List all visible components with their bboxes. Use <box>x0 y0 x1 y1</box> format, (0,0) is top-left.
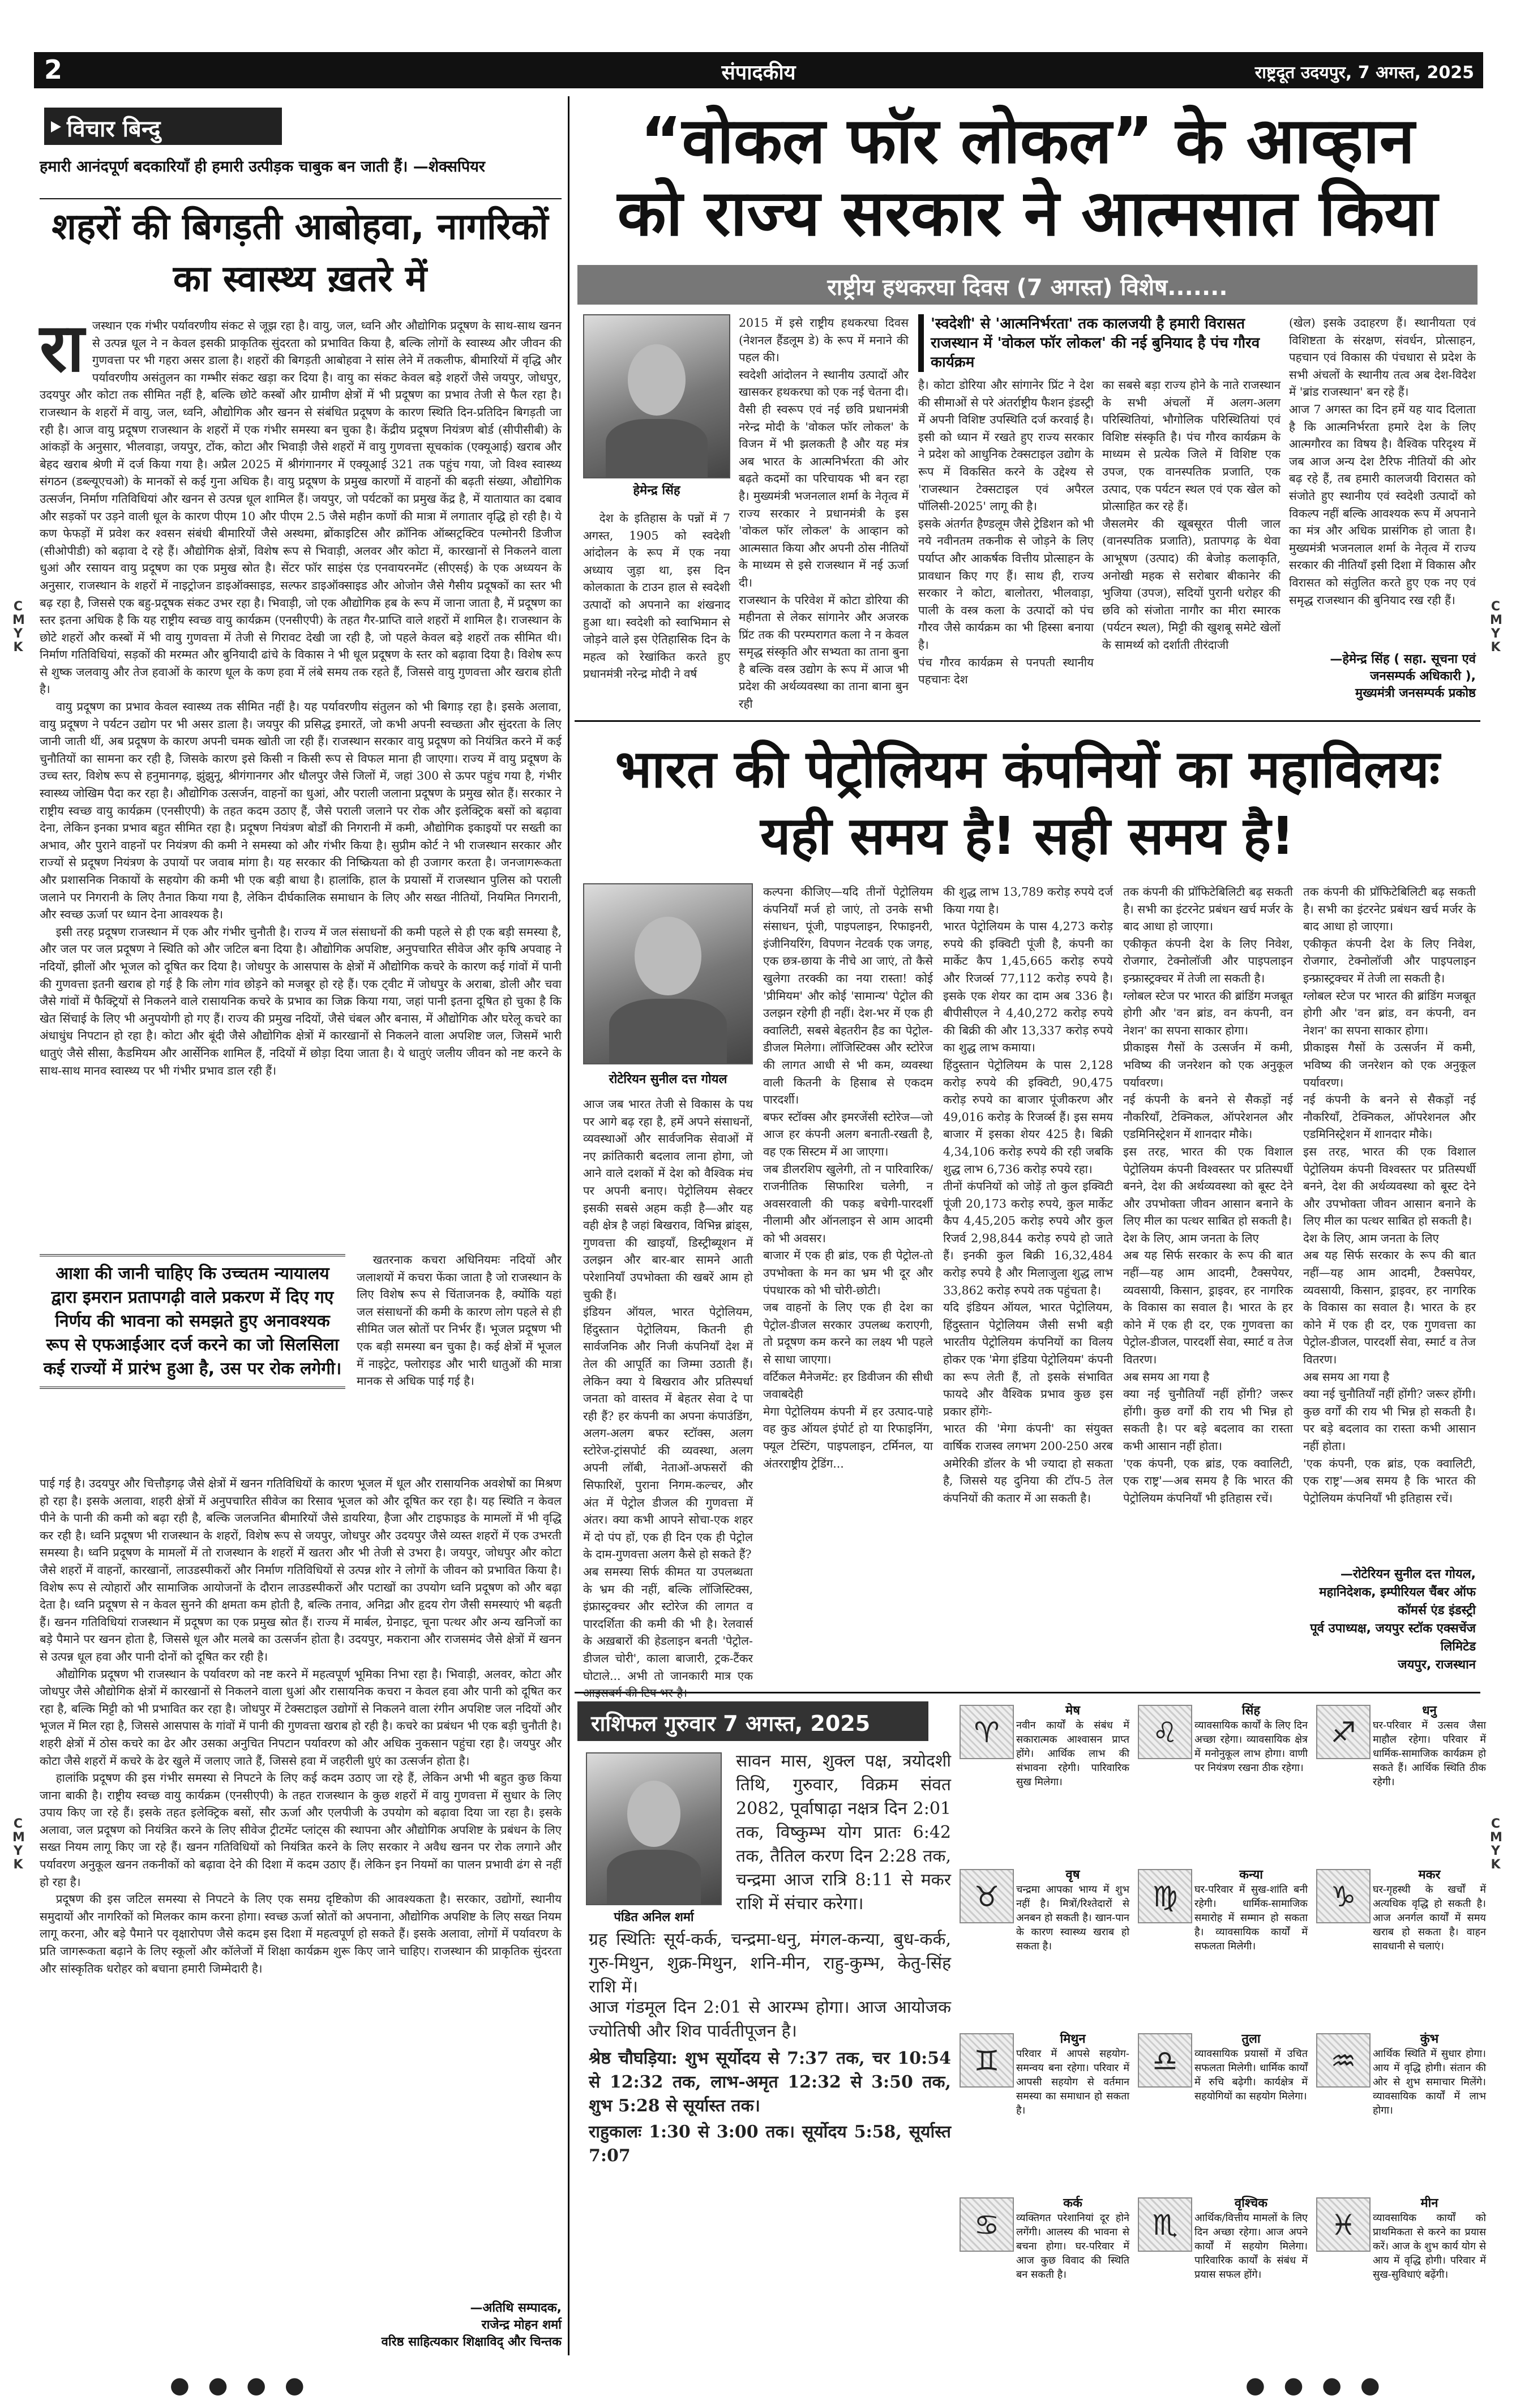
registration-mark: C M Y K <box>12 600 25 655</box>
zodiac-icon: ♒ <box>1316 2033 1371 2088</box>
top-subheading: राष्ट्रीय हथकरघा दिवस (7 अगस्त) विशेष....... <box>577 265 1478 305</box>
choghadiya: श्रेष्ठ चौघड़िया: शुभ सूर्योदय से 7:37 तक, चर 10:54 से 12:32 तक, लाभ-अमृत 12:32 से 3:50 तक, शुभ 5:28 से सूर्यास्त तक। <box>589 2048 951 2116</box>
photo-caption: पंडित अनिल शर्मा <box>614 1910 694 1924</box>
photo-caption: रोटेरियन सुनील दत्त गोयल <box>609 1072 727 1087</box>
quote-rule <box>40 198 562 199</box>
zodiac-name: वृष <box>1065 1868 1080 1882</box>
astrologer-photo <box>586 1752 722 1905</box>
zodiac-sign-11 <box>1316 2030 1486 2188</box>
article-column: (खेल) इसके उदाहरण हैं। स्थानीयता एवं विशिष्टता के संरक्षण, संवर्धन, प्रोत्साहन, पहचान एवं विकास की पंचधारा से प्रदेश के सभी अंचलों के स्थानीय तत्व अब देश-विदेश में 'ब्रांड राजस्थान' बन रहे हैं। आज 7 अगस्त का दिन हमें यह याद दिलाता है कि आत्मनिर्भरता हमारे देश के लिए आत्मगौरव का विषय है। वैश्विक परिदृश्य में जब आज अन्य देश टैरिफ नीतियों की ओर बढ़ रहे हैं, तब हमारी कालजयी विरासत को संजोते हुए स्थानीय एवं स्वदेशी उत्पादों को विकल्प नहीं बल्कि आवश्यक रूप में अपनाने का मंत्र और अधिक प्रासंगिक हो जाता है। मुख्यमंत्री भजनलाल शर्मा के नेतृत्व में राज्य सरकार की नीतियाँ इसी दिशा में विकास और विरासत को संतुलित करते हुए एक नए एवं समृद्ध राजस्थान की बुनियाद रख रही हैं। <box>1289 316 1476 607</box>
zodiac-icon: ♋ <box>960 2197 1014 2252</box>
author-photo <box>583 314 730 478</box>
page-header <box>34 52 1483 88</box>
publication-date: राष्ट्रदूत उदयपुर, 7 अगस्त, 2025 <box>1254 63 1474 83</box>
zodiac-icon: ♐ <box>1316 1705 1371 1759</box>
zodiac-sign-12 <box>1316 2194 1486 2353</box>
registration-mark: C M Y K <box>1490 600 1502 655</box>
author-signature: —रोटेरियन सुनील दत्त गोयल, महानिदेशक, इम्पीरियल चैंबर ऑफ कॉमर्स एंड इंडस्ट्री पूर्व उपाध्यक्ष, जयपुर स्टॉक एक्सचेंज लिमिटेड जयपुर, राजस्थान <box>1310 1567 1476 1672</box>
zodiac-sign-2 <box>960 1866 1129 2024</box>
zodiac-icon: ♊ <box>960 2033 1014 2088</box>
article-column: तक कंपनी की प्रॉफिटेबिलिटी बढ़ सकती है। सभी का इंटरनेट प्रबंधन खर्च मर्जर के बाद आधा हो जाएगा। एकीकृत कंपनी देश के लिए निवेश, रोजगार, टेक्नोलॉजी और पाइपलाइन इन्फ्रास्ट्रक्चर में तेजी ला सकती है। ग्लोबल स्टेज पर भारत की ब्रांडिंग मजबूत होगी और 'वन ब्रांड, वन कंपनी, वन नेशन' का सपना साकार होगा। प्रीकाइस गैसों के उत्सर्जन में कमी, भविष्य की जनरेशन को एक अनुकूल पर्यावरण। नई कंपनी के बनने से सैकड़ों नई नौकरियाँ, टेक्निकल, ऑपरेशनल और एडमिनिस्ट्रेशन में शानदार मौके। इस तरह, भारत की एक विशाल पेट्रोलियम कंपनी विश्वस्तर पर प्रतिस्पर्धी बनने, देश की अर्थव्यवस्था को बूस्ट देने और उपभोक्ता जीवन आसान बनाने के लिए मील का पत्थर साबित हो सकती है। देश के लिए, आम जनता के लिए अब यह सिर्फ सरकार के रूप की बात नहीं—यह आम आदमी, टैक्सपेयर, व्यवसायी, किसान, ड्राइवर, हर नागरिक के विकास का सवाल है। भारत के हर कोने में एक ही दर, एक गुणवत्ता का पेट्रोल-डीजल, पारदर्शी सेवा, स्मार्ट व तेज वितरण। अब समय आ गया है क्या नई चुनौतियाँ नहीं होंगी? जरूर होंगी। कुछ वर्गों की राय भी भिन्न हो सकती है। पर बड़े बदलाव का रास्ता कभी आसान नहीं होता। 'एक कंपनी, एक ब्रांड, एक क्वालिटी, एक राष्ट्र'—अब समय है कि भारत की पेट्रोलियम कंपनियाँ भी इतिहास रचें। <box>1303 885 1476 1505</box>
article-subhead: 'स्वदेशी' से 'आत्मनिर्भरता' तक कालजयी है हमारी विरासत राजस्थान में 'वोकल फॉर लोकल' की नई बुनियाद है पंच गौरव कार्यक्रम <box>918 314 1281 372</box>
planet-positions: ग्रह स्थितिः सूर्य-कर्क, चन्द्रमा-धनु, मंगल-कन्या, बुध-कर्क, गुरु-मिथुन, शुक्र-मिथुन, शनि-मीन, राहु-कुम्भ, केतु-सिंह राशि में। <box>589 1930 951 1997</box>
editorial-body <box>40 308 562 1246</box>
article-column: तक कंपनी की प्रॉफिटेबिलिटी बढ़ सकती है। सभी का इंटरनेट प्रबंधन खर्च मर्जर के बाद आधा हो जाएगा। एकीकृत कंपनी देश के लिए निवेश, रोजगार, टेक्नोलॉजी और पाइपलाइन इन्फ्रास्ट्रक्चर में तेजी ला सकती है। ग्लोबल स्टेज पर भारत की ब्रांडिंग मजबूत होगी और 'वन ब्रांड, वन कंपनी, वन नेशन' का सपना साकार होगा। प्रीकाइस गैसों के उत्सर्जन में कमी, भविष्य की जनरेशन को एक अनुकूल पर्यावरण। नई कंपनी के बनने से सैकड़ों नई नौकरियाँ, टेक्निकल, ऑपरेशनल और एडमिनिस्ट्रेशन में शानदार मौके। इस तरह, भारत की एक विशाल पेट्रोलियम कंपनी विश्वस्तर पर प्रतिस्पर्धी बनने, देश की अर्थव्यवस्था को बूस्ट देने और उपभोक्ता जीवन आसान बनाने के लिए मील का पत्थर साबित हो सकती है। देश के लिए, आम जनता के लिए अब यह सिर्फ सरकार के रूप की बात नहीं—यह आम आदमी, टैक्सपेयर, व्यवसायी, किसान, ड्राइवर, हर नागरिक के विकास का सवाल है। भारत के हर कोने में एक ही दर, एक गुणवत्ता का पेट्रोल-डीजल, पारदर्शी सेवा, स्मार्ट व तेज वितरण। अब समय आ गया है क्या नई चुनौतियाँ नहीं होंगी? जरूर होंगी। कुछ वर्गों की राय भी भिन्न हो सकती है। पर बड़े बदलाव का रास्ता कभी आसान नहीं होता। 'एक कंपनी, एक ब्रांड, एक क्वालिटी, एक राष्ट्र'—अब समय है कि भारत की पेट्रोलियम कंपनियाँ भी इतिहास रचें। <box>1123 885 1293 1505</box>
zodiac-icon: ♌ <box>1138 1705 1192 1759</box>
zodiac-text: आर्थिक/वित्तीय मामलों के लिए दिन अच्छा रहेगा। आज अपने कार्यों में सहयोग मिलेगा। पारिवारिक कार्यों के संबंध में प्रयास सफल होंगे। <box>1194 2212 1308 2281</box>
zodiac-name: कुंभ <box>1420 2032 1439 2046</box>
paragraph: हालांकि प्रदूषण की इस गंभीर समस्या से निपटने के लिए कई कदम उठाए जा रहे हैं, लेकिन अभी भी बहुत कुछ किया जाना बाकी है। राष्ट्रीय स्वच्छ वायु कार्यक्रम (एनसीएपी) के तहत राजस्थान के कुछ शहरों में वायु गुणवत्ता में सुधार के लिए उपाय किए जा रहे हैं। इसके तहत इलेक्ट्रिक बसों, सौर ऊर्जा और एलपीजी के उपयोग को बढ़ावा दिया जा रहा है। इसके अलावा, जल प्रदूषण को नियंत्रित करने के लिए सीवेज ट्रीटमेंट प्लांट्स की स्थापना और औद्योगिक अपशिष्ट के प्रबंधन के लिए सख्त नियम लागू किए जा रहे हैं। खनन गतिविधियों को नियंत्रित करने के लिए सरकार ने अवैध खनन पर रोक लगाने और पर्यावरण अनुकूल खनन तकनीकों को बढ़ावा देने की दिशा में कदम उठाए हैं। लेकिन इन नियमों का पालन प्रभावी ढंग से नहीं हो रहा है। <box>40 1771 562 1889</box>
zodiac-icon: ♈ <box>960 1705 1014 1759</box>
zodiac-sign-8 <box>1138 2194 1308 2353</box>
author-signature: —अतिथि सम्पादक, राजेन्द्र मोहन शर्मा वरिष्ठ साहित्यकार शिक्षाविद् और चिन्तक <box>381 2301 562 2349</box>
zodiac-text: व्यावसायिक कार्यों को प्राथमिकता से करने का प्रयास करें। आज के शुभ कार्य योग से आय में वृद्धि होगी। परिवार में सुख-सुविधाएं बढ़ेंगी। <box>1373 2212 1486 2281</box>
zodiac-sign-4 <box>960 2194 1129 2353</box>
article-column: का सबसे बड़ा राज्य होने के नाते राजस्थान के सभी अंचलों में अलग-अलग परिस्थितियां, भौगोलिक परिस्थितियां एवं विशिष्ट संस्कृति है। पंच गौरव कार्यक्रम के माध्यम से प्रत्येक जिले में विशिष्ट एक उपज, एक वानस्पतिक प्रजाति, एक उत्पाद, एक पर्यटन स्थल एवं एक खेल को प्रोत्साहित कर रहे हैं। जैसलमेर की खूबसूरत पीली जाल (वानस्पतिक प्रजाति), प्रतापगढ़ के थेवा आभूषण (उत्पाद) की बेजोड़ कलाकृति, अनोखी महक से सरोबार बीकानेर की भुजिया (उपज), सदियों पुरानी धरोहर की छवि को संजोता नागौर का मीरा स्मारक (पर्यटन स्थल), मिट्टी की खुशबू समेटे खेलों के सामर्थ्य को दर्शाती तीरंदाजी <box>1102 378 1281 652</box>
zodiac-text: घर-परिवार में सुख-शांति बनी रहेगी। धार्मिक-सामाजिक समारोह में सम्मान हो सकता है। व्यावसायिक कार्यों में सफलता मिलेगी। <box>1194 1884 1308 1952</box>
zodiac-sign-10 <box>1316 1866 1486 2024</box>
section-title: संपादकीय <box>721 61 796 84</box>
zodiac-icon: ♑ <box>1316 1869 1371 1923</box>
section-divider <box>575 720 1480 722</box>
rahukal: राहुकालः 1:30 से 3:00 तक। सूर्योदय 5:58, सूर्यास्त 7:07 <box>589 2122 951 2166</box>
article-column: है। कोटा डोरिया और सांगानेर प्रिंट ने देश की सीमाओं से परे अंतर्राष्ट्रीय फैशन इंडस्ट्री में अपनी विशिष्ट उपस्थिति दर्ज करवाई है। इसी को ध्यान में रखते हुए राज्य सरकार ने प्रदेश को आधुनिक टेक्सटाइल उद्योग के रूप में विकसित करने के उद्देश्य से 'राजस्थान टेक्सटाइल एवं अपैरल पॉलिसी-2025' लागू की है। इसके अंतर्गत हैण्डलूम जैसे ट्रेडिशन को भी नये नवीनतम तकनीक से जोड़ने के लिए पर्याप्त और आकर्षक वित्तीय प्रोत्साहन के प्रावधान किए गए हैं। साथ ही, राज्य सरकार ने कोटा, बालोतरा, भीलवाड़ा, पाली के वस्त्र कला के उत्पादों को पंच गौरव जैसे कार्यक्रम का भी हिस्सा बनाया है। पंच गौरव कार्यक्रम से पनपती स्थानीय पहचानः देश <box>918 378 1094 687</box>
zodiac-icon: ♓ <box>1316 2197 1371 2252</box>
paragraph: पाई गई है। उदयपुर और चित्तौड़गढ़ जैसे क्षेत्रों में खनन गतिविधियों के कारण भूजल में धूल और रासायनिक अवशेषों का मिश्रण हो रहा है। इसके अलावा, शहरी क्षेत्रों में अनुपचारित सीवेज का रिसाव भूजल को और दूषित कर रहा है। यह स्थिति न केवल पीने के पानी की कमी को बढ़ा रही है, बल्कि जलजनित बीमारियों जैसे डायरिया, हैजा और टाइफाइड के मामलों में भी वृद्धि कर रही है। ध्वनि प्रदूषण भी राजस्थान के शहरों, विशेष रूप से जयपुर, जोधपुर और उदयपुर जैसे व्यस्त शहरों में एक उभरती समस्या है। ध्वनि प्रदूषण के मामलों में तो राजस्थान के शहरों में खतरा और भी तेजी से उभरा है। जयपुर, जोधपुर और कोटा जैसे शहरों में वाहनों, कारखानों, लाउडस्पीकरों और निर्माण गतिविधियों से उत्पन्न शोर ने लोगों के जीवन को प्रभावित किया है। विशेष रूप से त्योहारों और सामाजिक आयोजनों के दौरान लाउडस्पीकरों और पटाखों का उपयोग ध्वनि प्रदूषण को और बढ़ा देता है। ध्वनि प्रदूषण से न केवल सुनने की क्षमता कम होती है, बल्कि तनाव, अनिद्रा और हृदय रोग जैसी समस्याएं भी बढ़ती हैं। खनन गतिविधियां राजस्थान में प्रदूषण का एक प्रमुख स्रोत हैं। राज्य में मार्बल, ग्रेनाइट, चूना पत्थर और अन्य खनिजों का बड़े पैमाने पर खनन होता है, जिससे धूल और मलबे का उत्सर्जन होता है। उदयपुर, मकराना और राजसमंद जैसे क्षेत्रों में खनन से उत्पन्न धूल हवा और पानी दोनों को दूषित कर रही है। <box>40 1477 562 1663</box>
registration-mark: C M Y K <box>12 1817 25 1872</box>
page-number: 2 <box>44 54 63 85</box>
zodiac-text: नवीन कार्यों के संबंध में सकारात्मक आश्वासन प्राप्त होंगे। आर्थिक लाभ की संभावना रहेगी। पारिवारिक सुख मिलेगा। <box>1016 1720 1129 1788</box>
zodiac-text: आर्थिक स्थिति में सुधार होगा। आय में वृद्धि होगी। संतान की ओर से शुभ समाचार मिलेंगे। व्यावसायिक कार्यों में लाभ होगा। <box>1373 2048 1486 2116</box>
column-divider <box>568 96 569 2355</box>
zodiac-sign-1 <box>960 1701 1129 1860</box>
zodiac-name: सिंह <box>1241 1704 1261 1718</box>
quote: हमारी आनंदपूर्ण बदकारियाँ ही हमारी उत्पीड़क चाबुक बन जाती हैं। —शेक्सपियर <box>40 158 485 176</box>
paragraph: औद्योगिक प्रदूषण भी राजस्थान के पर्यावरण को नष्ट करने में महत्वपूर्ण भूमिका निभा रहा है। भिवाड़ी, अलवर, कोटा और जोधपुर जैसे औद्योगिक क्षेत्रों में कारखानों से निकलने वाला धुआं और रासायनिक कचरा न केवल हवा और पानी को दूषित कर रहा है, बल्कि मिट्टी को भी प्रभावित कर रहा है। जोधपुर में टेक्सटाइल उद्योगों से निकलने वाला रंगीन अपशिष्ट जल नदियों और भूजल में मिल रहा है, जिससे आसपास के गांवों में पानी की गुणवत्ता खराब हो रही है। कचरे का प्रबंधन भी एक बड़ी चुनौती है। शहरी क्षेत्रों में ठोस कचरे का ढेर और उसका अनुचित निपटान पर्यावरण को और अधिक नुकसान पहुंचा रहा है। जयपुर और कोटा जैसे शहरों में कचरे के ढेर खुले में जलाए जाते हैं, जिससे हवा में जहरीली धुएं का उत्सर्जन होता है। <box>40 1667 562 1768</box>
editorial-body <box>357 1251 562 1472</box>
zodiac-text: घर-परिवार में उत्सव जैसा माहौल रहेगा। परिवार में धार्मिक-सामाजिक कार्यक्रम हो सकते हैं। आर्थिक स्थिति ठीक रहेगी। <box>1373 1720 1486 1788</box>
zodiac-name: मकर <box>1418 1868 1441 1882</box>
top-headline: “वोकल फॉर लोकल” के आव्हान को राज्य सरकार ने आत्मसात किया <box>617 104 1438 250</box>
paragraph: प्रदूषण की इस जटिल समस्या से निपटने के लिए एक समग्र दृष्टिकोण की आवश्यकता है। सरकार, उद्योगों, स्थानीय समुदायों और नागरिकों को मिलकर काम करना होगा। स्वच्छ ऊर्जा स्रोतों को अपनाना, औद्योगिक अपशिष्ट के लिए सख्त नियम लागू करना, और बड़े पैमाने पर वृक्षारोपण जैसे कदम इस दिशा में महत्वपूर्ण हो सकते हैं। इसके अलावा, लोगों में पर्यावरण के प्रति जागरूकता बढ़ाने के लिए स्कूलों और कॉलेजों में शिक्षा कार्यक्रम शुरू किए जाने चाहिए। राजस्थान की प्राकृतिक सुंदरता और सांस्कृतिक धरोहर को बचाना हमारी जिम्मेदारी है। <box>40 1892 562 1975</box>
zodiac-icon: ♎ <box>1138 2033 1192 2088</box>
zodiac-name: मेष <box>1065 1704 1080 1718</box>
author-signature: —हेमेन्द्र सिंह ( सहा. सूचना एवं जनसम्पर्क अधिकारी ), मुख्यमंत्री जनसम्पर्क प्रकोष्ठ <box>1330 652 1476 700</box>
zodiac-text: परिवार में आपसे सहयोग-समन्वय बना रहेगा। परिवार में आपसी सहयोग से वर्तमान समस्या का समाधान हो सकता है। <box>1016 2048 1129 2116</box>
zodiac-text: व्यक्तिगत परेशानियां दूर होने लगेंगी। आलस्य की भावना से बचना होगा। घर-परिवार में आज कुछ विवाद की स्थिति बन सकती है। <box>1016 2212 1129 2281</box>
left-headline: शहरों की बिगड़ती आबोहवा, नागरिकों का स्वास्थ्य ख़तरे में <box>52 206 549 300</box>
horoscope-title: राशिफल गुरुवार 7 अगस्त, 2025 <box>577 1701 928 1741</box>
zodiac-text: व्यावसायिक कार्यों के लिए दिन अच्छा रहेगा। व्यावसायिक क्षेत्र में मनोनुकूल लाभ होगा। वाणी पर नियंत्रण रखना ठीक रहेगा। <box>1194 1720 1308 1774</box>
page-footer-dots: ● ● ● ● <box>1245 2372 1386 2398</box>
paragraph: खतरनाक कचरा अधिनियमः नदियों और जलाशयों में कचरा फेंका जाता है जो राजस्थान के लिए विशेष रूप से चिंताजनक है, क्योंकि यहां जल संसाधनों की कमी के कारण लोग पहले से ही सीमित जल स्रोतों पर निर्भर हैं। भूजल प्रदूषण भी एक बड़ी समस्या बन चुका है। कई क्षेत्रों में भूजल में नाइट्रेट, फ्लोराइड और भारी धातुओं की मात्रा मानक से अधिक पाई गई है। <box>357 1253 562 1388</box>
pull-quote: आशा की जानी चाहिए कि उच्चतम न्यायालय द्वारा इमरान प्रतापगढ़ी वाले प्रकरण में दिए गए निर्णय की भावना को समझते हुए अनावश्यक रूप से एफआईआर दर्ज करने का जो सिलसिला कई राज्यों में प्रारंभ हुआ है, उस पर रोक लगेगी। <box>40 1254 345 1389</box>
article-column: कल्पना कीजिए—यदि तीनों पेट्रोलियम कंपनियाँ मर्ज हो जाएं, तो उनके सभी संसाधन, पूंजी, पाइपलाइन, रिफाइनरी, इंजीनियरिंग, विपणन नेटवर्क एक जगह, एक छत्र-छाया के नीचे आ जाएं, तो कैसे खुलेगा तरक्की का नया रास्ता! कोई 'प्रीमियम' और कोई 'सामान्य' पेट्रोल की उलझन रहेगी ही नहीं। देश-भर में एक ही क्वालिटी, सबसे बेहतरीन हैड का पेट्रोल-डीजल मिलेगा। लॉजिस्टिक्स और स्टोरेज की लागत आधी से भी कम, व्यवस्था वाली कितनी के हिसाब से एकदम पारदर्शी। बफर स्टॉक्स और इमरजेंसी स्टोरेज—जो आज हर कंपनी अलग बनाती-रखती है, वह एक सिस्टम में आ जाएगा। जब डीलरशिप खुलेगी, तो न पारिवारिक/राजनीतिक सिफारिश चलेगी, न अवसरवाली की पकड़ बचेगी-पारदर्शी नीलामी और ऑनलाइन से आम आदमी को भी अवसर। बाजार में एक ही ब्रांड, एक ही पेट्रोल-तो उपभोक्ता के मन का भ्रम भी दूर और पंपधारक को भी चोरी-छोटी। जब वाहनों के लिए एक ही देश का पेट्रोल-डीजल सरकार उपलब्ध कराएगी, तो प्रदूषण कम करने का लक्ष्य भी पहले से साधा जाएगा। वर्टिकल मैनेजमेंट: हर डिवीजन की सीधी जवाबदेही मेगा पेट्रोलियम कंपनी में हर उत्पाद-पाहे वह कुड ऑयल इंपोर्ट हो या रिफाइनिंग, फ्यूल टेस्टिंग, पाइपलाइन, टर्मिनल, या अंतरराष्ट्रीय ट्रेडिंग... <box>763 885 933 1470</box>
zodiac-text: घर-गृहस्थी के खर्चों में अत्यधिक वृद्धि हो सकती है। आज अनर्गल कार्यों में समय खराब हो सकता है। वाहन सावधानी से चलाएं। <box>1373 1884 1486 1952</box>
editorial-body <box>40 1475 562 2296</box>
article-column: देश के इतिहास के पन्नों में 7 अगस्त, 1905 को स्वदेशी आंदोलन के रूप में एक नया अध्याय जुड़ा था, इस दिन कोलकाता के टाउन हाल से स्वदेशी उत्पादों को अपनाने का शंखनाद हुआ था। स्वदेशी को स्वाभिमान से जोड़ने वाले इस ऐतिहासिक दिन के महत्व को रेखांकित करते हुए प्रधानमंत्री नरेन्द्र मोदी ने वर्ष <box>583 511 730 681</box>
zodiac-icon: ♉ <box>960 1869 1014 1923</box>
paragraph: इसी तरह प्रदूषण राजस्थान में एक और गंभीर चुनौती है। राज्य में जल संसाधनों की कमी पहले से ही एक बड़ी समस्या है, और जल पर जल प्रदूषण ने स्थिति को और जटिल बना दिया है। औद्योगिक अपशिष्ट, अनुपचारित सीवेज और कृषि अपवाह ने नदियों, झीलों और भूजल को दूषित कर दिया है। जोधपुर के आसपास के क्षेत्रों में औद्योगिक कचरे के कारण कई गांवों में पानी की गुणवत्ता इतनी खराब हो गई है कि लोग गांव छोड़ने को मजबूर हो रहे हैं। एक ट्वीट में जोधपुर के अराबा, डोली और चवा जैसे गांवों में फैक्ट्रियों से निकलने वाले रासायनिक कचरे के प्रभाव का जिक्र किया गया, जहां पानी इतना दूषित हो चुका है कि खेत सिंचाई के लिए भी अनुपयोगी हो गए हैं। राज्य की प्रमुख नदियों, जैसे चंबल और बनास, में औद्योगिक और घरेलू कचरे का अंधाधुंध निपटान हो रहा है। कोटा और बूंदी जैसे औद्योगिक क्षेत्रों में कारखानों से निकलने वाला अपशिष्ट जल, जिसमें भारी धातुएं जैसे सीसा, कैडमियम और आर्सेनिक शामिल हैं, नदियों में छोड़ा दिया जाता है। ये धातुएं जलीय जीवन को नष्ट करने के साथ-साथ मानव स्वास्थ्य पर भी गंभीर प्रभाव डाल रही हैं। <box>40 925 562 1077</box>
zodiac-text: चन्द्रमा आपका भाग्य में शुभ नहीं है। मित्रों/रिश्तेदारों से अनबन हो सकती है। खान-पान के कारण स्वास्थ्य खराब हो सकता है। <box>1016 1884 1129 1952</box>
mid-headline: भारत की पेट्रोलियम कंपनियों का महाविलयः यही समय है! सही समय है! <box>615 739 1440 866</box>
drop-cap: रा <box>40 308 84 387</box>
section-divider <box>575 1692 1480 1693</box>
zodiac-icon: ♍ <box>1138 1869 1192 1923</box>
zodiac-name: वृश्चिक <box>1234 2196 1268 2210</box>
page-footer-dots: ● ● ● ● <box>170 2372 310 2398</box>
article-column: 2015 में इसे राष्ट्रीय हथकरघा दिवस (नेशनल हैंडलूम डे) के रूप में मनाने की पहल की। स्वदेशी आंदोलन ने स्थानीय उत्पादों और खासकर हथकरघा को एक नई चेतना दी। वैसी ही स्वरूप एवं नई छवि प्रधानमंत्री नरेन्द्र मोदी के 'वोकल फॉर लोकल' के विजन में भी झलकती है और यह मंत्र अब भारत के आत्मनिर्भरता की ओर बढ़ते कदमों का परिचायक भी बन रहा है। मुख्यमंत्री भजनलाल शर्मा के नेतृत्व में राज्य सरकार ने प्रधानमंत्री के इस 'वोकल फॉर लोकल' के आव्हान को आत्मसात किया और अपनी ठोस नीतियों के माध्यम से इसे राजस्थान में नई ऊर्जा दी। राजस्थान के परिवेश में कोटा डोरिया की महीनता से लेकर सांगानेर और अजरक प्रिंट तक की परम्परागत कला ने न केवल समृद्ध संस्कृति और सभ्यता का ताना बुना है बल्कि वस्त्र उद्योग के रूप में आज भी प्रदेश की अर्थव्यवस्था का ताना बाना बुन रही <box>739 316 909 711</box>
zodiac-sign-7 <box>1138 2030 1308 2188</box>
column-title: विचार बिन्दु <box>44 108 282 145</box>
zodiac-name: मिथुन <box>1060 2032 1086 2046</box>
zodiac-name: कर्क <box>1063 2196 1082 2210</box>
zodiac-name: कन्या <box>1239 1868 1263 1882</box>
photo-caption: हेमेन्द्र सिंह <box>633 484 680 498</box>
author-photo <box>583 883 753 1064</box>
article-column: की शुद्ध लाभ 13,789 करोड़ रुपये दर्ज किया गया है। भारत पेट्रोलियम के पास 4,273 करोड़ रुपये की इक्विटी पूंजी है, कंपनी का मार्केट कैप 1,45,665 करोड़ रुपये और रिजर्व्स 77,112 करोड़ रुपये है। इसके एक शेयर का दाम अब 336 है। बीपीसीएल ने 4,40,272 करोड़ रुपये की बिक्री की और 13,337 करोड़ रुपये का शुद्ध लाभ कमाया। हिंदुस्तान पेट्रोलियम के पास 2,128 करोड़ रुपये की इक्विटी, 90,475 करोड़ रुपये का बाजार पूंजीकरण और 49,016 करोड़ के रिजर्व्स हैं। इस समय बाजार में इसका शेयर 425 है। बिक्री 4,34,106 करोड़ रुपये की रही जबकि शुद्ध लाभ 6,736 करोड़ रुपये रहा। तीनों कंपनियों को जोड़ें तो कुल इक्विटी पूंजी 20,173 करोड़ रुपये, कुल मार्केट कैप 4,45,205 करोड़ रुपये और कुल रिजर्व 2,98,844 करोड़ रुपये हो जाते हैं। इनकी कुल बिक्री 16,32,484 करोड़ रुपये है और मिलाजुला शुद्ध लाभ 33,862 करोड़ रुपये तक पहुंचता है। यदि इंडियन ऑयल, भारत पेट्रोलियम, हिंदुस्तान पेट्रोलियम जैसी सभी बड़ी भारतीय पेट्रोलियम कंपनियों का विलय होकर एक 'मेगा इंडिया पेट्रोलियम' कंपनी का रूप लेती हैं, तो इसके संभावित फायदे और वैश्विक प्रभाव कुछ इस प्रकार होंगेः- भारत की 'मेगा कंपनी' का संयुक्त वार्षिक राजस्व लगभग 200-250 अरब अमेरिकी डॉलर के भी ज्यादा हो सकता है, जिससे यह दुनिया की टॉप-5 तेल कंपनियों की कतार में आ सकती है। <box>943 885 1113 1505</box>
registration-mark: C M Y K <box>1490 1817 1502 1872</box>
panchang: सावन मास, शुक्ल पक्ष, त्रयोदशी तिथि, गुरुवार, विक्रम संवत 2082, पूर्वाषाढ़ा नक्षत्र दिन 2:01 तक, विष्कुम्भ योग प्रातः 6:42 तक, तैतिल करण दिन 2:28 तक, चन्द्रमा आज रात्रि 8:11 से मकर राशि में संचार करेगा। <box>736 1751 951 1914</box>
zodiac-name: मीन <box>1420 2196 1438 2210</box>
zodiac-sign-9 <box>1316 1701 1486 1860</box>
paragraph: वायु प्रदूषण का प्रभाव केवल स्वास्थ्य तक सीमित नहीं है। यह पर्यावरणीय संतुलन को भी बिगाड़ रहा है। इसके अलावा, वायु प्रदूषण ने पर्यटन उद्योग पर भी असर डाला है। जयपुर की प्रसिद्ध इमारतें, जो कभी अपनी स्वच्छता और सुंदरता के लिए जानी जाती थीं, अब प्रदूषण के कारण अपनी चमक खोती जा रही हैं। राजस्थान सरकार वायु प्रदूषण को नियंत्रित करने में कई चुनौतियों का सामना कर रही है, जिसके कारण इसे किसी न किसी रूप से विफल माना ही जाएगा। राज्य में वायु प्रदूषण के उच्च स्तर, विशेष रूप से हनुमानगढ़, झुंझुनू, श्रीगंगानगर और धौलपुर जैसे जिलों में, जहां 300 से ऊपर पहुंच गया है, गंभीर स्वास्थ्य जोखिम पैदा कर रहा है। औद्योगिक उत्सर्जन, वाहनों का धुआं, और पराली जलाना प्रदूषण के प्रमुख स्रोत हैं। सरकार ने राष्ट्रीय स्वच्छ वायु कार्यक्रम (एनसीएपी) के तहत कदम उठाए हैं, जैसे पराली जलाने पर रोक और इलेक्ट्रिक बसों को बढ़ावा देना, लेकिन इनका प्रभाव बहुत सीमित रहा है। प्रदूषण नियंत्रण बोर्डों की निगरानी में कमी, औद्योगिक इकाइयों पर सख्ती का अभाव, और पुराने वाहनों पर नियंत्रण की कमी ने समस्या को और गंभीर किया है। सुप्रीम कोर्ट ने भी राजस्थान सरकार और राज्यों से प्रदूषण नियंत्रण के उपायों पर जवाब मांगा है। यह सरकार की निष्क्रियता को ही उजागर करता है। जनजागरूकता और प्रशासनिक निकायों के सहयोग की कमी भी एक बड़ी बाधा है। हालांकि, हाल के प्रयासों में राजस्थान पुलिस को पराली जलाने पर निगरानी के लिए तैनात किया गया है, लेकिन दीर्घकालिक समाधान के लिए और सख्त नीतियों, नियमित निगरानी, और स्वच्छ ऊर्जा पर ध्यान देना आवश्यक है। <box>40 700 562 922</box>
zodiac-name: धनु <box>1422 1704 1437 1718</box>
zodiac-icon: ♏ <box>1138 2197 1192 2252</box>
zodiac-sign-5 <box>1138 1701 1308 1860</box>
zodiac-text: व्यावसायिक प्रयासों में उचित सफलता मिलेगी। धार्मिक कार्यों में रुचि बढ़ेगी। कार्यक्षेत्र में सहयोगियों का सहयोग मिलेगा। <box>1194 2048 1308 2102</box>
zodiac-sign-6 <box>1138 1866 1308 2024</box>
zodiac-sign-3 <box>960 2030 1129 2188</box>
paragraph: जस्थान एक गंभीर पर्यावरणीय संकट से जूझ रहा है। वायु, जल, ध्वनि और औद्योगिक प्रदूषण के साथ-साथ खनन से उत्पन्न धूल ने न केवल इसकी प्राकृतिक सुंदरता को प्रभावित किया है, बल्कि लोगों के स्वास्थ्य और जीवन की गुणवत्ता पर भी गहरा असर डाला है। शहरों की बिगड़ती आबोहवा ने सांस लेने में तकलीफ, बीमारियों में वृद्धि और पर्यावरणीय असंतुलन का गम्भीर संकट खड़ा कर दिया है। वायु का संकट केवल बड़े शहरों जैसे जयपुर, जोधपुर, उदयपुर और कोटा तक सीमित नहीं है, बल्कि छोटे कस्बों और ग्रामीण क्षेत्रों में भी प्रदूषण का प्रभाव तेजी से फैल रहा है। राजस्थान के शहरों में वायु, जल, ध्वनि, औद्योगिक और खनन से संबंधित प्रदूषण के कारण स्थिति दिन-प्रतिदिन बिगड़ती जा रही है। आज वायु प्रदूषण राजस्थान के शहरों में एक गंभीर समस्या बन चुका है। केंद्रीय प्रदूषण नियंत्रण बोर्ड (सीपीसीबी) के आंकड़ों के अनुसार, भीलवाड़ा, जयपुर, टोंक, कोटा और भिवाड़ी जैसे शहरों में वायु गुणवत्ता सूचकांक (एक्यूआई) खराब और बेहद खराब श्रेणी में दर्ज किया गया है। अप्रैल 2025 में श्रीगंगानगर में एक्यूआई 321 तक पहुंच गया, जो विश्व स्वास्थ्य संगठन (डब्ल्यूएचओ) के मानकों से कई गुना अधिक है। वायु प्रदूषण के प्रमुख कारणों में वाहनों की बढ़ती संख्या, औद्योगिक उत्सर्जन, निर्माण गतिविधियां और खनन से उत्पन्न धूल शामिल हैं। जयपुर, जो पर्यटकों का प्रमुख केंद्र है, में यातायात का दबाव और सड़कों पर उड़ने वाली धूल के कारण पीएम 10 और पीएम 2.5 जैसे महीन कणों की मात्रा में लगातार वृद्धि हो रही है। ये कण फेफड़ों में प्रवेश कर श्वसन संबंधी बीमारियों जैसे अस्थमा, ब्रोंकाइटिस और क्रॉनिक ऑब्सट्रक्टिव पल्मोनरी डिजीज (सीओपीडी) को बढ़ावा दे रहे हैं। औद्योगिक क्षेत्रों, विशेष रूप से भिवाड़ी, अलवर और कोटा में, कारखानों से निकलने वाला धुआं और रसायन वायु प्रदूषण का एक प्रमुख स्रोत है। सेंटर फॉर साइंस एंड एनवायरनमेंट (सीएसई) के एक अध्ययन के अनुसार, राजस्थान के शहरों में नाइट्रोजन डाइऑक्साइड, सल्फर डाइऑक्साइड और ओजोन जैसे गैसीय प्रदूषकों का स्तर भी बढ़ रहा है, जिससे एक बहु-प्रदूषक संकट उभर रहा है। भिवाड़ी, जो एक औद्योगिक हब के रूप में जाना जाता है, में प्रदूषण का स्तर इतना अधिक है कि यह राष्ट्रीय स्वच्छ वायु कार्यक्रम (एनसीएपी) के तहत गैर-प्राप्ति वाले शहरों में शामिल है। राजस्थान के छोटे शहरों और कस्बों में भी वायु गुणवत्ता में तेजी से गिरावट देखी जा रही है, जो पहले केवल बड़े शहरों तक सीमित थी। निर्माण गतिविधियां, सड़कों की मरम्मत और बुनियादी ढांचे के विकास ने भी धूल प्रदूषण के स्तर को बढ़ावा दिया है। विशेष रूप से शुष्क जलवायु और तेज हवाओं के कारण धूल के कण हवा में लंबे समय तक रहते हैं, जिससे वायु गुणवत्ता और खराब होती है। <box>40 319 562 696</box>
gandmool-note: आज गंडमूल दिन 2:01 से आरम्भ होगा। आज आयोजक ज्योतिषी और शिव पार्वतीपूजन है। <box>589 1998 951 2041</box>
zodiac-name: तुला <box>1241 2032 1261 2046</box>
article-column: आज जब भारत तेजी से विकास के पथ पर आगे बढ़ रहा है, हमें अपने संसाधनों, व्यवस्थाओं और सार्वजनिक सेवाओं में नए क्रांतिकारी बदलाव लाना होगा, जो आने वाले दशकों में देश को वैश्विक मंच पर अपनी बनाए। पेट्रोलियम सेक्टर इसकी सबसे अहम कड़ी है—और यह वही क्षेत्र है जहां बिखराव, विभिन्न ब्रांड्स, गुणवत्ता की खाइयाँ, डिस्ट्रीब्यूशन में उलझन और बार-बार सामने आती परेशानियाँ उपभोक्ता की खबरें आम हो चुकी हैं। इंडियन ऑयल, भारत पेट्रोलियम, हिंदुस्तान पेट्रोलियम, कितनी ही सार्वजनिक और निजी कंपनियाँ देश में तेल की आपूर्ति का जिम्मा उठाती हैं। लेकिन क्या ये बिखराव और प्रतिस्पर्धा जनता को वास्तव में बेहतर सेवा दे पा रही हैं? हर कंपनी का अपना कंपाउंडिंग, अलग-अलग बफर स्टॉक्स, अलग स्टोरेज-ट्रांसपोर्ट की व्यवस्था, अलग अपनी लॉबी, नेताओं-अफसरों की सिफारिशें, पुराना निगम-कल्चर, और अंत में पेट्रोल डीजल की गुणवत्ता में अंतर। क्या कभी आपने सोचा-एक शहर में दो पंप हों, एक ही दिन एक ही पेट्रोल के दाम-गुणवत्ता अलग कैसे हो सकते हैं? अब समस्या सिर्फ कीमत या उपलब्धता के भ्रम की नहीं, बल्कि लॉजिस्टिक्स, इंफ्रास्ट्रक्चर और स्टोरेज की लागत व पारदर्शिता की कमी की भी है। रेलवार्स के अख़बारों की हेडलाइन बनती 'पेट्रोल-डीजल चोरी', काला बाजारी, ट्रक-टैंकर घोटाले... अभी तो जानकारी मात्र एक आइसबर्ग की टिप भर है। <box>583 1097 753 1700</box>
